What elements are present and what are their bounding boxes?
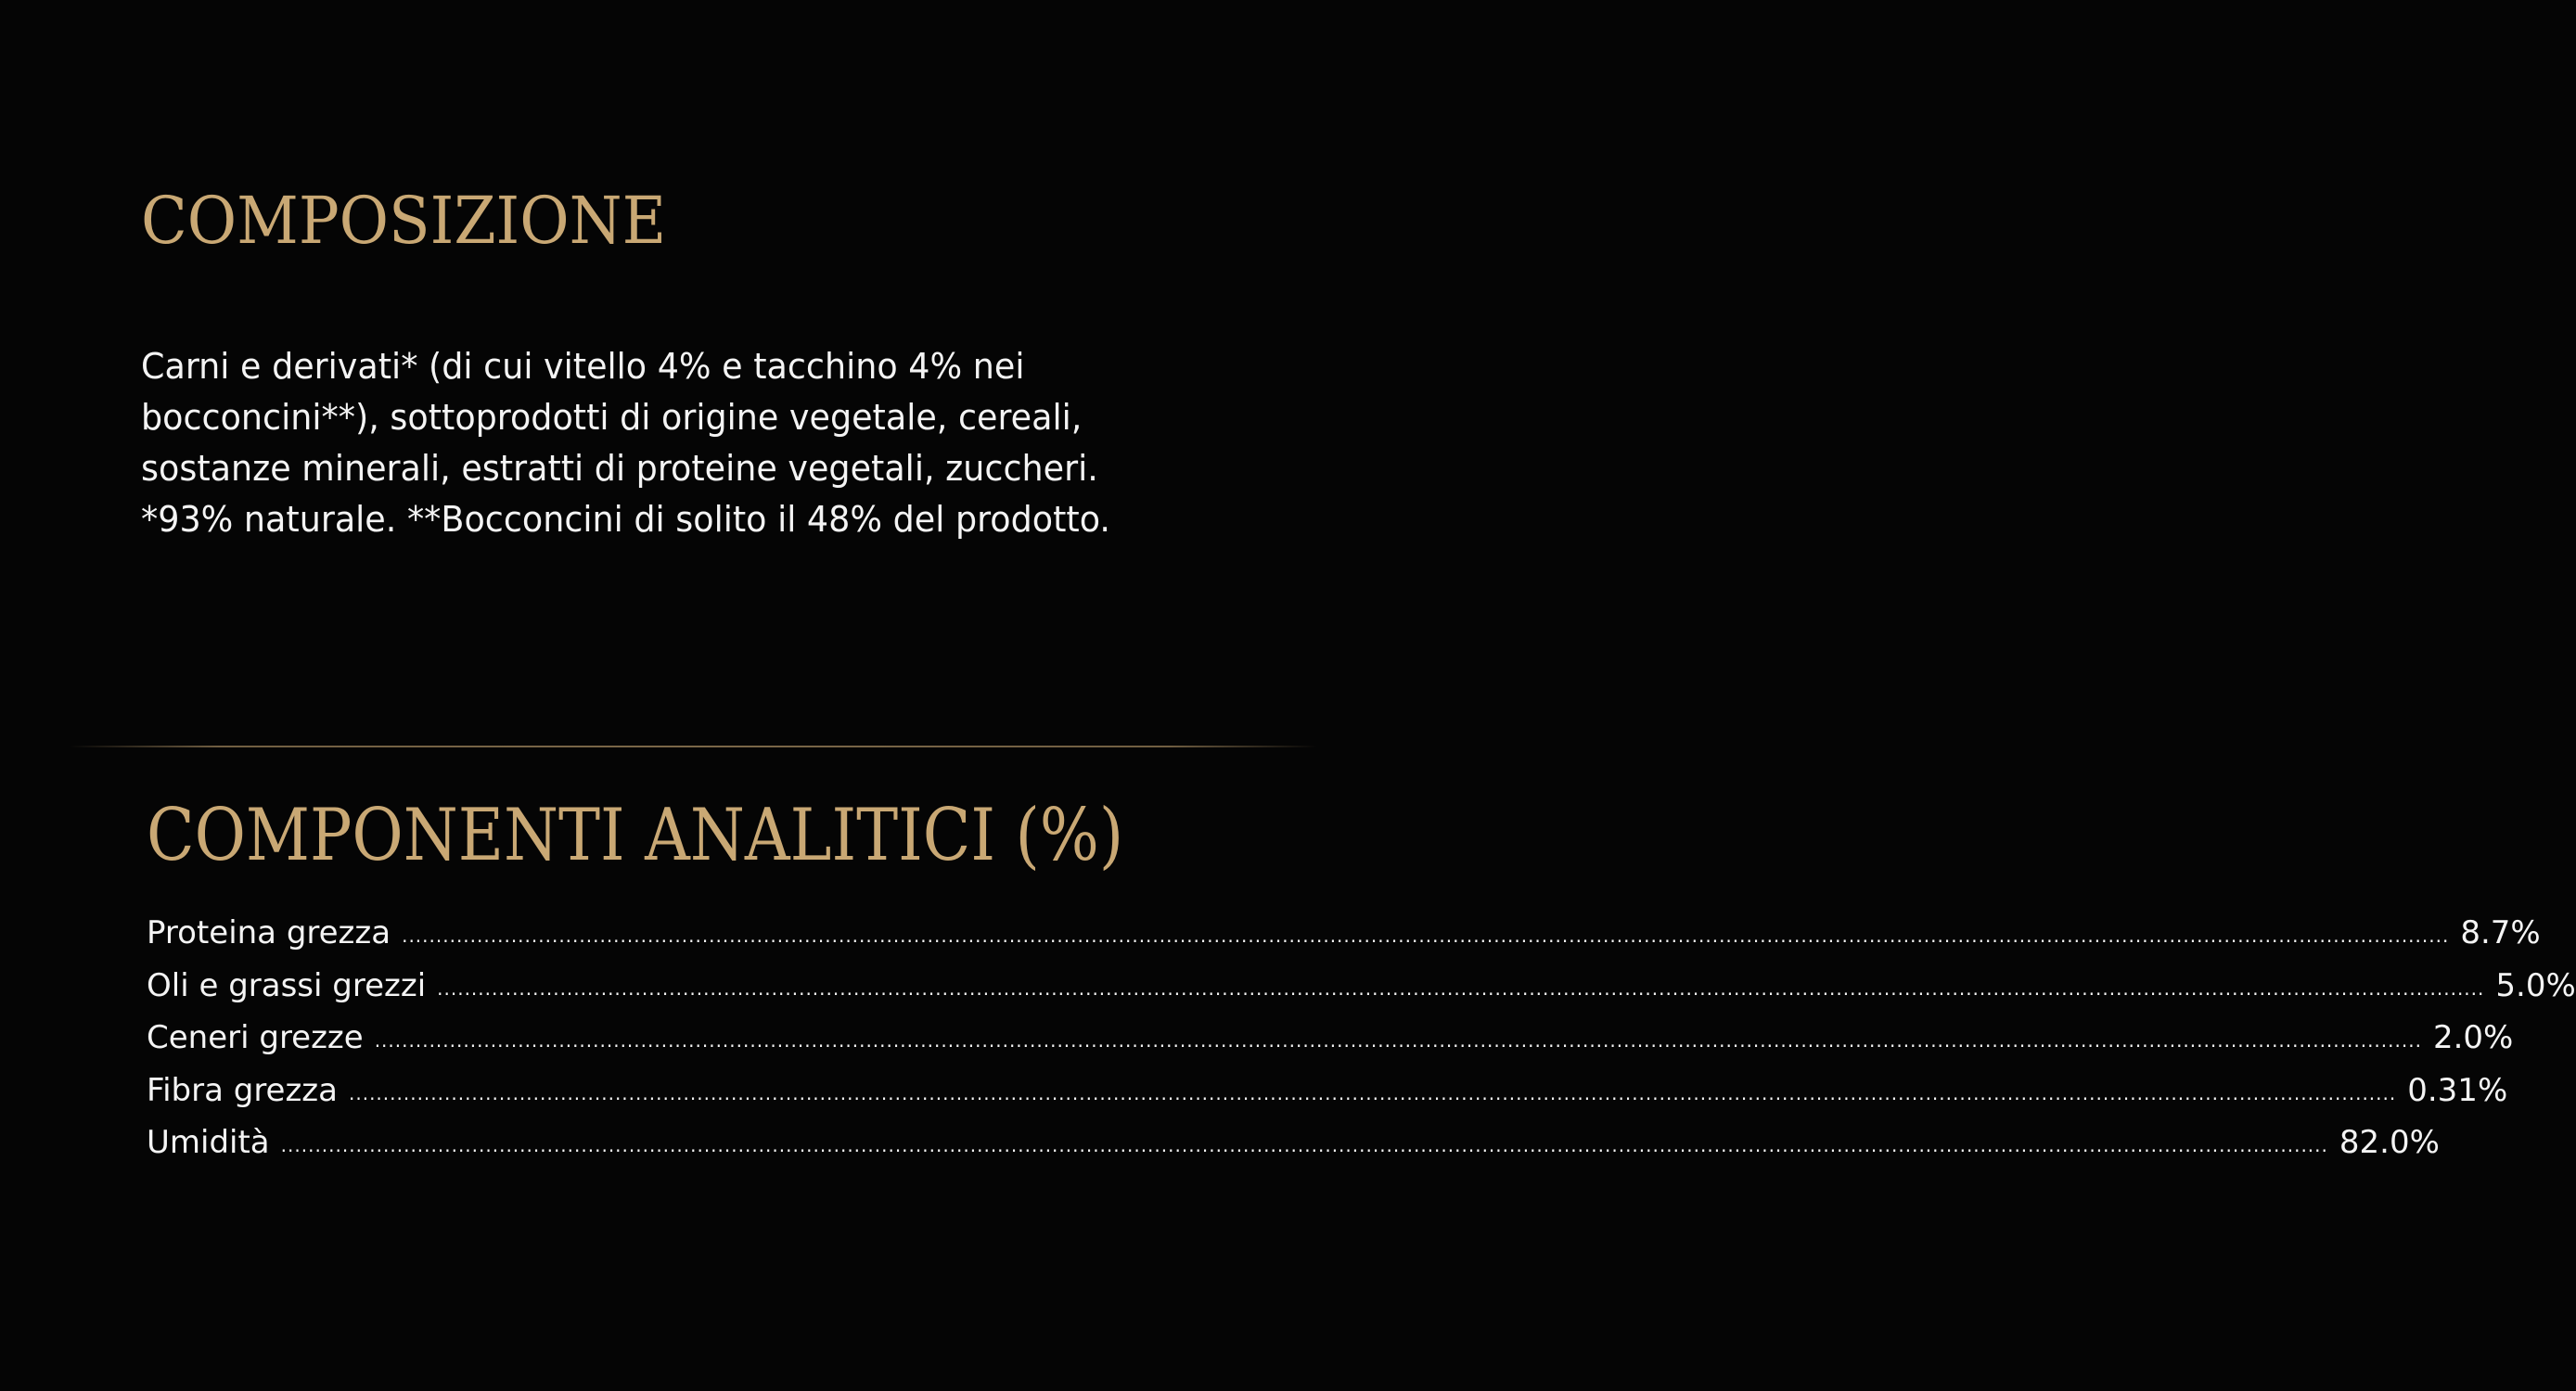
analytics-list	[147, 914, 2576, 1177]
composition-line: bocconcini**), sottoprodotti di origine vegetale, cereali,	[141, 397, 1083, 438]
composition-line: sostanze minerali, estratti di proteine vegetali, zuccheri.	[141, 448, 1098, 489]
analytics-row	[147, 1019, 2514, 1072]
analytics-label: Fibra grezza	[147, 1071, 338, 1109]
analytics-value: 82.0%	[2339, 1124, 2440, 1161]
dot-leader: ............................................................................................................................................................................................................................................................................................................	[349, 1081, 2397, 1104]
analytics-value: 5.0%	[2495, 966, 2576, 1004]
analytics-label: Umidità	[147, 1124, 270, 1161]
composition-text	[141, 341, 1282, 545]
analytics-value: 8.7%	[2460, 914, 2541, 951]
dot-leader: ............................................................................................................................................................................................................................................................................................................	[437, 976, 2485, 1000]
analytics-value: 2.0%	[2432, 1019, 2514, 1056]
dot-leader: ............................................................................................................................................................................................................................................................................................................	[374, 1029, 2422, 1052]
analytics-row	[147, 1124, 2440, 1177]
analytics-label: Proteina grezza	[147, 914, 391, 951]
composition-line: Carni e derivati* (di cui vitello 4% e tacchino 4% nei	[141, 346, 1025, 387]
dot-leader: ............................................................................................................................................................................................................................................................................................................	[280, 1134, 2328, 1156]
analytics-value: 0.31%	[2407, 1071, 2508, 1109]
analytics-title: COMPONENTI ANALITICI (%)	[147, 794, 1124, 877]
section-divider	[70, 746, 1317, 747]
dot-leader: ............................................................................................................................................................................................................................................................................................................	[402, 925, 2450, 947]
composition-line: *93% naturale. **Bocconcini di solito il 48% del prodotto.	[141, 499, 1110, 540]
analytics-row	[147, 914, 2541, 967]
analytics-label: Ceneri grezze	[147, 1019, 364, 1056]
composition-title: COMPOSIZIONE	[141, 183, 667, 259]
analytics-row	[147, 966, 2576, 1020]
analytics-label: Oli e grassi grezzi	[147, 966, 427, 1004]
analytics-row	[147, 1071, 2508, 1125]
